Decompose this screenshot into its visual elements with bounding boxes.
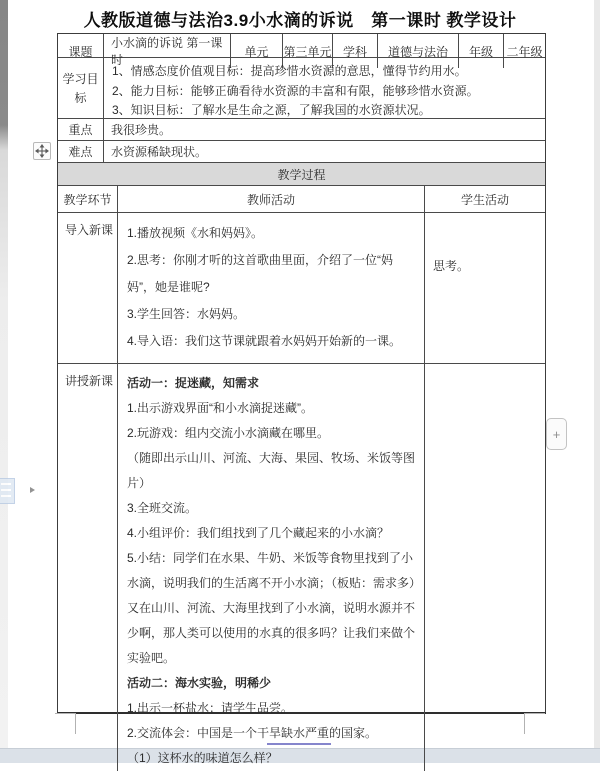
objectives-content [104,58,545,121]
teacher-activity-item: 1.出示一杯盐水：请学生品尝。 [127,701,294,715]
difficulty-row [58,141,545,163]
insert-row-button[interactable] [546,418,567,450]
document-title: 人教版道德与法治3.9小水滴的诉说 第一课时 教学设计 [83,11,517,30]
teacher-activity-item: 2.玩游戏：组内交流小水滴藏在哪里。 [127,426,330,440]
footer-accent-line [267,743,331,745]
step-name: 讲授新课 [58,364,118,771]
teacher-activity-item: （1）这杯水的味道怎么样？ [127,751,278,765]
activity-heading: 活动二：海水实验，明稀少 [127,676,272,690]
info-key-grade: 年级 [459,34,504,68]
teacher-activity-item: 4.导入语：我们这节课就跟着水妈妈开始新的一课。 [127,334,402,348]
objective-item: 2、能力目标：能够正确看待水资源的丰富和有限，能够珍惜水资源。 [112,83,479,98]
info-key-unit: 单元 [231,34,283,68]
objectives-row [58,58,545,119]
student-activities [425,364,545,771]
teacher-activity-item: 1.播放视频《水和妈妈》。 [127,226,264,240]
process-section-title: 教学过程 [277,167,326,182]
table-move-handle[interactable] [33,142,51,160]
process-section-row [58,163,545,186]
difficulty-value: 水资源稀缺现状。 [111,145,208,159]
key-point-row [58,119,545,141]
teacher-activity-item: 2.交流体会：中国是一个干旱缺水严重的国家。 [127,726,378,740]
teacher-activities [118,213,425,363]
page-thumbnail-icon[interactable] [0,478,15,504]
plus-icon: + [552,426,561,442]
col-header-step: 教学环节 [58,186,118,212]
key-point-value: 我很珍贵。 [111,123,172,137]
page-right-edge [594,0,600,748]
margin-crop-mark-left [55,713,76,734]
teacher-activities [118,364,425,771]
process-header-row [58,186,545,213]
page-left-edge [0,0,8,748]
activity-heading: 活动一：捉迷藏，知需求 [127,376,260,390]
difficulty-label: 难点 [58,141,104,162]
teacher-activity-item: 3.全班交流。 [127,501,198,515]
info-value-subject: 道德与法治 [378,34,459,68]
col-header-student: 学生活动 [460,192,509,207]
info-key-topic: 课题 [58,34,104,68]
info-row [58,34,545,67]
teacher-activity-item: 4.小组评价：我们组找到了几个藏起来的小水滴？ [127,526,390,540]
student-activities: 思考。 [433,259,470,273]
info-key-subject: 学科 [333,34,378,68]
process-row-intro [58,213,545,364]
teacher-activity-item: 1.出示游戏界面“和小水滴捉迷藏”。 [127,401,314,415]
info-value-topic: 小水滴的诉说 第一课时 [104,34,231,68]
objectives-label: 学习目标 [58,58,104,121]
move-arrows-icon [36,145,48,157]
process-row-teach [58,364,545,765]
objective-item: 3、知识目标：了解水是生命之源，了解我国的水资源状况。 [112,103,431,117]
teacher-activity-item: 5.小结：同学们在水果、牛奶、米饭等食物里找到了小水滴，说明我们的生活离不开小水滴；（板贴：需求多）又在山川、河流、大海里找到了小水滴，说明水源并不少啊，那人类可以使用的水真的很多吗？让我们来做个实验吧。 [127,551,416,665]
margin-crop-mark-right [524,713,545,734]
teacher-activity-item: （随即出示山川、河流、大海、果园、牧场、米饭等图片） [127,451,416,490]
teacher-activity-item: 3.学生回答：水妈妈。 [127,307,246,321]
teacher-activity-item: 2.思考：你刚才听的这首歌曲里面，介绍了一位“妈妈”，她是谁呢? [127,253,394,294]
step-name: 导入新课 [58,213,118,363]
info-value-unit: 第三单元 [283,34,333,68]
col-header-teacher: 教师活动 [118,186,425,212]
info-value-grade: 二年级 [506,44,543,59]
lesson-plan-table [57,33,546,765]
objective-item: 1、情感态度价值观目标：提高珍惜水资源的意思，懂得节约用水。 [112,64,467,78]
cursor-mark-icon [30,487,35,493]
key-point-label: 重点 [58,119,104,140]
